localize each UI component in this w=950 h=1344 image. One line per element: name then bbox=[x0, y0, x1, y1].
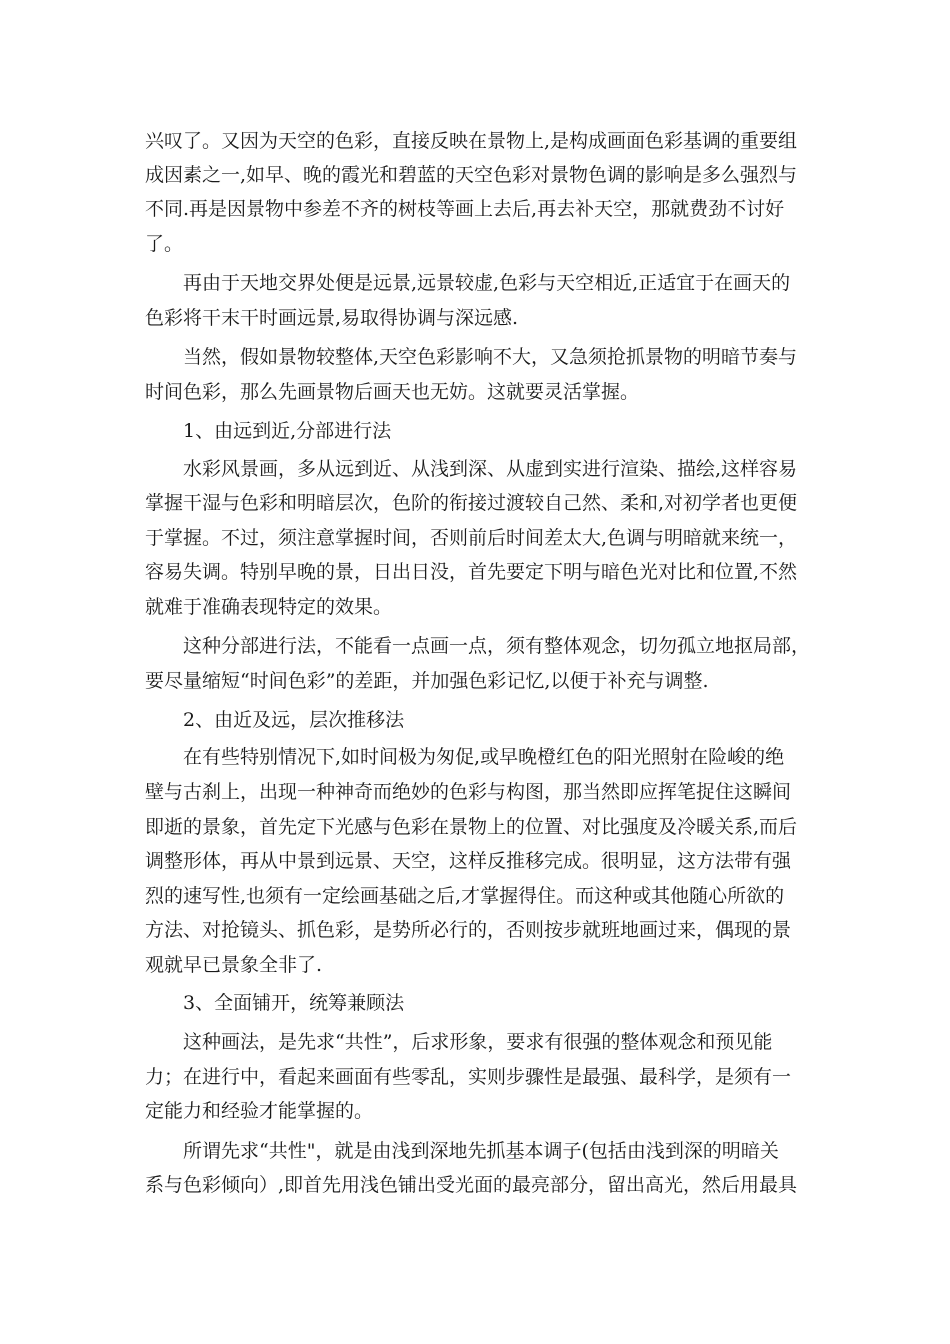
text-line: 即逝的景象，首先定下光感与色彩在景物上的位置、对比强度及冷暖关系,而后 bbox=[145, 816, 798, 838]
text-line: 兴叹了。又因为天空的色彩，直接反映在景物上,是构成画面色彩基调的重要组 bbox=[145, 130, 798, 152]
text-line: 所谓先求“共性"，就是由浅到深地先抓基本调子(包括由浅到深的明暗关 bbox=[183, 1140, 779, 1162]
text-line: 容易失调。特别早晚的景，日出日没，首先要定下明与暗色光对比和位置,不然 bbox=[145, 561, 798, 583]
text-line: 观就早已景象全非了. bbox=[145, 954, 323, 976]
text-line: 了。 bbox=[145, 233, 184, 255]
text-line: 要尽量缩短“时间色彩”的差距，并加强色彩记忆,以便于补充与调整. bbox=[145, 670, 709, 692]
text-line: 在有些特别情况下,如时间极为匆促,或早晚橙红色的阳光照射在险峻的绝 bbox=[183, 746, 785, 768]
section-heading: 3、全面铺开，统筹兼顾法 bbox=[183, 992, 405, 1014]
section-heading: 2、由近及远，层次推移法 bbox=[183, 709, 405, 731]
text-line: 时间色彩，那么先画景物后画天也无妨。这就要灵活掌握。 bbox=[145, 381, 640, 403]
text-line: 系与色彩倾向）,即首先用浅色铺出受光面的最亮部分，留出高光，然后用最具 bbox=[145, 1174, 798, 1196]
text-line: 色彩将干末干时画远景,易取得协调与深远感. bbox=[145, 307, 519, 329]
text-line: 调整形体，再从中景到远景、天空，这样反推移完成。很明显，这方法带有强 bbox=[145, 850, 792, 872]
text-line: 于掌握。不过，须注意掌握时间，否则前后时间差太大,色调与明暗就来统一， bbox=[145, 527, 798, 549]
text-line: 壁与古刹上，出现一种神奇而绝妙的色彩与构图，那当然即应挥笔捉住这瞬间 bbox=[145, 781, 792, 803]
text-line: 再由于天地交界处便是远景,远景较虚,色彩与天空相近,正适宜于在画天的 bbox=[183, 272, 791, 294]
text-line: 这种分部进行法，不能看一点画一点，须有整体观念，切勿孤立地抠局部， bbox=[183, 635, 811, 657]
text-line: 当然，假如景物较整体,天空色彩影响不大，又急须抢抓景物的明暗节奏与 bbox=[183, 346, 798, 368]
text-line: 水彩风景画，多从远到近、从浅到深、从虚到实进行渲染、描绘,这样容易 bbox=[183, 458, 798, 480]
text-line: 成因素之一,如早、晚的霞光和碧蓝的天空色彩对景物色调的影响是多么强烈与 bbox=[145, 164, 798, 186]
text-line: 烈的速写性,也须有一定绘画基础之后,才掌握得住。而这种或其他随心所欲的 bbox=[145, 885, 785, 907]
text-line: 这种画法，是先求“共性”，后求形象，要求有很强的整体观念和预见能 bbox=[183, 1031, 773, 1053]
text-line: 方法、对抢镜头、抓色彩，是势所必行的，否则按步就班地画过来，偶现的景 bbox=[145, 919, 792, 941]
text-line: 掌握干湿与色彩和明暗层次，色阶的衔接过渡较自己然、柔和,对初学者也更便 bbox=[145, 492, 798, 514]
text-line: 定能力和经验才能掌握的。 bbox=[145, 1100, 374, 1122]
text-line: 就难于准确表现特定的效果。 bbox=[145, 596, 393, 618]
section-heading: 1、由远到近,分部进行法 bbox=[183, 420, 392, 442]
text-line: 不同.再是因景物中参差不齐的树枝等画上去后,再去补天空，那就费劲不讨好 bbox=[145, 198, 785, 220]
text-line: 力；在进行中，看起来画面有些零乱，实则步骤性是最强、最科学，是须有一 bbox=[145, 1066, 792, 1088]
